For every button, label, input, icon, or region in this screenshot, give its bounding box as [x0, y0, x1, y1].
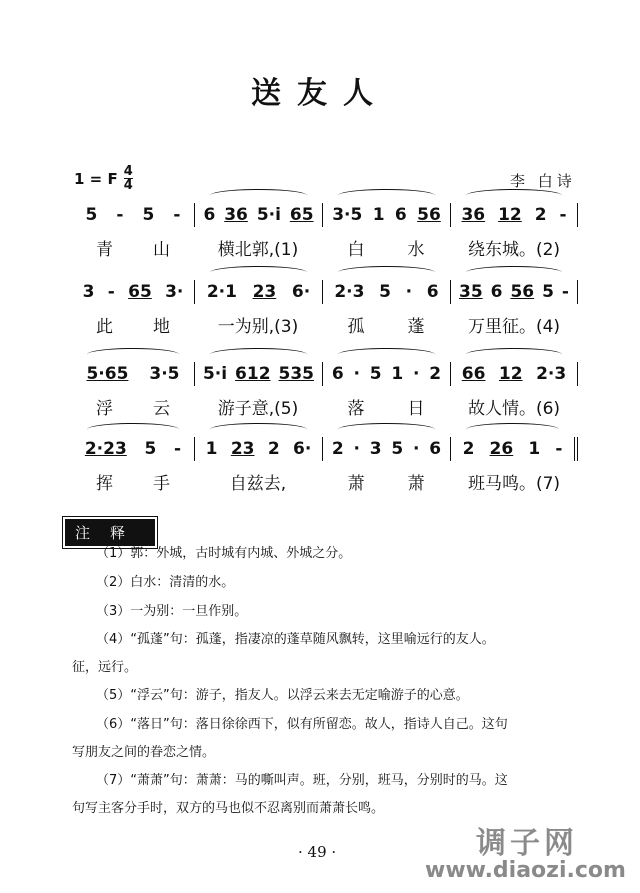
note: 65 [128, 282, 152, 302]
measure [450, 437, 578, 461]
lyrics-row [72, 235, 592, 260]
watermark-logo: 调子网 [476, 826, 578, 861]
key-signature [74, 165, 133, 192]
note: 2 [267, 439, 280, 459]
lyric: 横北郭,(1) [217, 240, 299, 260]
slur [466, 348, 562, 361]
lyric-measure [450, 312, 578, 337]
lyric-measure [322, 312, 450, 337]
lyric-measure [450, 469, 578, 494]
slur [338, 189, 435, 202]
note: 6 [490, 282, 503, 302]
note: 1 [391, 364, 404, 384]
lyrics-row [72, 469, 592, 494]
lyric-measure [72, 394, 194, 419]
lyric-measure [450, 235, 578, 260]
measure [450, 362, 578, 386]
lyric-measure [450, 394, 578, 419]
lyrics-row [72, 394, 592, 419]
note: 12 [498, 205, 522, 225]
annotation-line: （4）“孤蓬”句：孤蓬，指凄凉的蓬草随风飘转，这里喻远行的友人。 [96, 632, 495, 647]
measure [322, 437, 450, 461]
annotation-line: （7）“萧萧”句：萧萧：马的嘶叫声。班，分别，班马，分别时的马。这 [96, 773, 508, 788]
note: · [405, 282, 413, 302]
note: 5 [85, 205, 98, 225]
note: 66 [461, 364, 486, 384]
slur [338, 266, 435, 279]
measure [194, 362, 322, 386]
note: 2 [429, 364, 442, 384]
note: 1 [205, 439, 218, 459]
note: 36 [224, 205, 248, 225]
lyric-measure [72, 469, 194, 494]
lyric-measure [194, 394, 322, 419]
lyric: 一为别,(3) [217, 317, 299, 337]
score-line [72, 203, 592, 260]
lyric: 山 [153, 240, 170, 260]
annotation-line: 句写主客分手时，双方的马也似不忍离别而萧萧长鸣。 [72, 801, 385, 816]
lyric: 此 [96, 317, 113, 337]
time-signature: $\frac{4}{4}$ [123, 164, 133, 193]
lyric: 蓬 [407, 317, 425, 337]
note: 2 [462, 439, 475, 459]
slur [87, 423, 180, 436]
lyric: 青 [96, 240, 113, 260]
note: 612 [235, 364, 271, 384]
annotation-line: （3）一为别：一旦作别。 [96, 604, 248, 619]
note: 2·3 [536, 364, 567, 384]
note: 6 [426, 282, 439, 302]
annotation-line: （6）“落日”句：落日徐徐西下，似有所留恋。故人，指诗人自己。这句 [96, 717, 508, 732]
note: 6 [394, 205, 407, 225]
note: 6· [291, 282, 311, 302]
note: 3· [165, 282, 184, 302]
note: 5 [142, 205, 155, 225]
note: 3·5 [332, 205, 363, 225]
measure [450, 280, 578, 304]
annotation-line: （5）“浮云”句：游子，指友人。以浮云来去无定喻游子的心意。 [96, 688, 469, 703]
note: 2·3 [334, 282, 365, 302]
lyric: 落 [347, 399, 365, 419]
note: 1 [528, 439, 541, 459]
note: - [174, 439, 182, 459]
lyric: 地 [153, 317, 170, 337]
lyric: 萧 [347, 474, 365, 494]
annotation-line: （1）郭：外城，古时城有内城、外城之分。 [96, 546, 352, 561]
lyric: 水 [407, 240, 425, 260]
slur [466, 266, 562, 279]
lyric: 浮 [96, 399, 113, 419]
score-line [72, 280, 592, 337]
note: 2 [534, 205, 547, 225]
note: 1 [372, 205, 385, 225]
slur [210, 189, 307, 202]
slur [210, 266, 307, 279]
note: - [107, 282, 115, 302]
note: 3 [369, 439, 382, 459]
note: 12 [498, 364, 523, 384]
measure [194, 280, 322, 304]
lyric: 萧 [407, 474, 425, 494]
lyric: 绕东城。(2) [467, 240, 561, 260]
note: 5 [369, 364, 382, 384]
page-number: · 49 · [298, 843, 337, 861]
lyric: 手 [153, 474, 170, 494]
measure [450, 203, 578, 227]
note: · [413, 364, 420, 384]
note: · [353, 439, 360, 459]
lyrics-row [72, 312, 592, 337]
lyric-measure [72, 235, 194, 260]
lyric-measure [322, 394, 450, 419]
note: 6 [331, 364, 344, 384]
note: 23 [252, 282, 277, 302]
measure [72, 437, 194, 461]
measure [194, 437, 322, 461]
note: 535 [278, 364, 314, 384]
note: 36 [461, 205, 486, 225]
watermark-url: www.diaozi.com [425, 858, 626, 883]
note: 5 [379, 282, 391, 302]
author-credit: 李 白诗 [510, 172, 576, 190]
measure [72, 280, 194, 304]
lyric: 日 [407, 399, 425, 419]
note: - [559, 205, 567, 225]
note: 5 [391, 439, 404, 459]
lyric: 白 [347, 240, 365, 260]
score-line [72, 362, 592, 419]
key-tonic: 1 = F [74, 169, 118, 188]
slur [338, 423, 435, 436]
measure [72, 362, 194, 386]
note: 5·65 [86, 364, 129, 384]
lyric: 班马鸣。(7) [467, 474, 561, 494]
lyric-measure [322, 469, 450, 494]
measure [322, 362, 450, 386]
note: - [555, 439, 563, 459]
note: 3·5 [149, 364, 180, 384]
measure [322, 280, 450, 304]
notes-row [72, 362, 592, 386]
slur [87, 348, 180, 361]
page-title: 送友人 [251, 76, 389, 111]
note: 35 [458, 282, 483, 302]
note: 23 [230, 439, 255, 459]
lyric: 故人情。(6) [467, 399, 561, 419]
score-line [72, 437, 592, 494]
note: · [353, 364, 360, 384]
note: 5·i [202, 364, 228, 384]
note: 3 [82, 282, 95, 302]
note: - [173, 205, 181, 225]
annotation-line: （2）白水：清清的水。 [96, 575, 235, 590]
note: 2·1 [206, 282, 237, 302]
lyric: 自兹去, [229, 474, 287, 494]
note: 5 [542, 282, 554, 302]
note: 6· [293, 439, 312, 459]
lyric-measure [194, 469, 322, 494]
note: - [116, 205, 124, 225]
notes-row [72, 280, 592, 304]
note: 2·23 [84, 439, 127, 459]
note: 5·i [256, 205, 281, 225]
lyric-measure [194, 312, 322, 337]
lyric: 万里征。(4) [467, 317, 561, 337]
note: 65 [289, 205, 314, 225]
note: 6 [429, 439, 442, 459]
lyric: 挥 [96, 474, 113, 494]
slur [466, 189, 562, 202]
note: 56 [510, 282, 535, 302]
note: 2 [331, 439, 344, 459]
lyric-measure [194, 235, 322, 260]
note: 5 [144, 439, 157, 459]
lyric-measure [322, 235, 450, 260]
annotation-line: 征，远行。 [72, 660, 138, 675]
slur [338, 348, 435, 361]
notes-row [72, 203, 592, 227]
note: - [561, 282, 569, 302]
measure [322, 203, 450, 227]
slur [210, 348, 307, 361]
lyric: 云 [153, 399, 170, 419]
note: 56 [417, 205, 441, 225]
measure [194, 203, 322, 227]
lyric: 孤 [347, 317, 365, 337]
annotation-line: 写朋友之间的眷恋之情。 [72, 745, 216, 760]
notes-row [72, 437, 592, 461]
note: 6 [203, 205, 216, 225]
lyric: 游子意,(5) [217, 399, 299, 419]
note: 26 [489, 439, 514, 459]
slur [466, 423, 559, 436]
lyric-measure [72, 312, 194, 337]
notes-heading: 注释 [65, 519, 155, 546]
measure [72, 203, 194, 227]
slur [210, 423, 307, 436]
note: · [413, 439, 420, 459]
